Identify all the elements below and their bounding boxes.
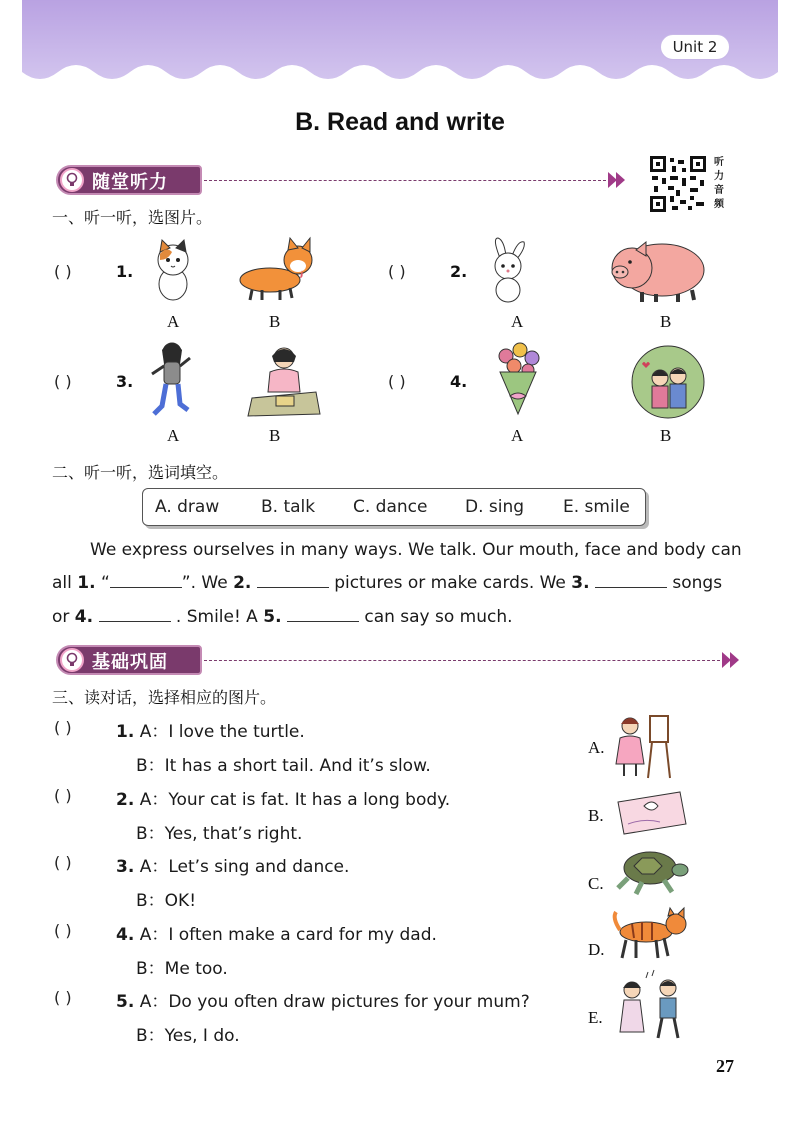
- tiger-cat-image: [612, 908, 690, 960]
- answer-blank[interactable]: ( ): [54, 372, 72, 391]
- passage-line-3: or 4. . Smile! A 5. can say so much.: [52, 607, 513, 627]
- dialog-line: B：Yes, that’s right.: [136, 824, 303, 844]
- dialog-line: B：OK!: [136, 891, 197, 911]
- dialog-line: B：Me too.: [136, 959, 228, 979]
- option-letter: B: [269, 312, 281, 331]
- word-option: A. draw: [155, 497, 220, 517]
- option-letter: D.: [588, 940, 605, 959]
- card-image: [614, 790, 688, 836]
- word-option: B. talk: [261, 497, 316, 517]
- question-number: 3.: [116, 372, 134, 391]
- arrow-icon: [616, 172, 625, 188]
- girl-painting-image: [612, 712, 672, 780]
- cat-image: [148, 238, 198, 304]
- dialog-line: B：Yes, I do.: [136, 1026, 240, 1046]
- dialog-line: 2. A：Your cat is fat. It has a long body.: [116, 790, 451, 810]
- word-option: C. dance: [353, 497, 428, 517]
- fill-blank[interactable]: [595, 574, 667, 588]
- answer-blank[interactable]: ( ): [54, 262, 72, 281]
- dialog-line: 4. A：I often make a card for my dad.: [116, 925, 437, 945]
- section-header-listening: [56, 165, 626, 195]
- option-letter: B: [660, 312, 672, 331]
- option-letter: A: [167, 426, 180, 445]
- qr-caption: 听 力 音 频: [714, 157, 724, 210]
- dialog-line: 3. A：Let’s sing and dance.: [116, 857, 350, 877]
- answer-blank[interactable]: ( ): [54, 786, 72, 805]
- arrow-icon: [730, 652, 739, 668]
- page-number: 27: [716, 1056, 734, 1076]
- part3-heading: 三、读对话，选择相应的图片。: [52, 688, 277, 707]
- dialog-line: 5. A：Do you often draw pictures for your mum?: [116, 992, 530, 1012]
- lightbulb-icon: [60, 168, 84, 192]
- rabbit-image: [482, 236, 534, 306]
- section-label: 基础巩固: [92, 652, 168, 673]
- option-letter: B.: [588, 806, 604, 825]
- part1-heading: 一、听一听，选图片。: [52, 208, 213, 227]
- section-header-basics: [56, 645, 746, 675]
- page-title: B. Read and write: [295, 108, 505, 136]
- question-number: 2.: [450, 262, 468, 281]
- option-letter: A.: [588, 738, 605, 757]
- answer-blank[interactable]: ( ): [388, 372, 406, 391]
- answer-blank[interactable]: ( ): [54, 921, 72, 940]
- fill-blank[interactable]: [257, 574, 329, 588]
- unit-label: Unit 2: [660, 34, 730, 60]
- answer-blank[interactable]: ( ): [54, 718, 72, 737]
- option-letter: A: [511, 426, 524, 445]
- option-letter: B: [269, 426, 281, 445]
- word-option: D. sing: [465, 497, 525, 517]
- fill-blank[interactable]: [99, 608, 171, 622]
- word-bank: [142, 488, 646, 526]
- option-letter: B: [660, 426, 672, 445]
- option-letter: E.: [588, 1008, 603, 1027]
- section-label: 随堂听力: [92, 172, 168, 193]
- answer-blank[interactable]: ( ): [54, 853, 72, 872]
- passage-line-1: We express ourselves in many ways. We talk. Our mouth, face and body can: [90, 540, 742, 560]
- part2-heading: 二、听一听，选词填空。: [52, 463, 229, 482]
- option-letter: C.: [588, 874, 604, 893]
- fill-blank[interactable]: [110, 574, 182, 588]
- fill-blank[interactable]: [287, 608, 359, 622]
- dancing-girl-image: [150, 340, 194, 422]
- crafting-girl-image: [246, 342, 324, 418]
- pig-image: [606, 238, 708, 304]
- question-number: 1.: [116, 262, 134, 281]
- word-option: E. smile: [563, 497, 630, 517]
- singing-dancing-kids-image: [610, 972, 692, 1042]
- question-number: 4.: [450, 372, 468, 391]
- qr-code[interactable]: [650, 156, 706, 212]
- dog-image: [232, 238, 318, 302]
- option-letter: A: [167, 312, 180, 331]
- passage-line-2: all 1. “ ”. We 2. pictures or make cards. We 3. songs: [52, 573, 723, 593]
- answer-blank[interactable]: ( ): [54, 988, 72, 1007]
- turtle-image: [612, 846, 688, 896]
- answer-blank[interactable]: ( ): [388, 262, 406, 281]
- couple-image: [630, 344, 706, 420]
- option-letter: A: [511, 312, 524, 331]
- flowers-image: [490, 342, 546, 418]
- lightbulb-icon: [60, 648, 84, 672]
- dialog-line: B：It has a short tail. And it’s slow.: [136, 756, 431, 776]
- dialog-line: 1. A：I love the turtle.: [116, 722, 305, 742]
